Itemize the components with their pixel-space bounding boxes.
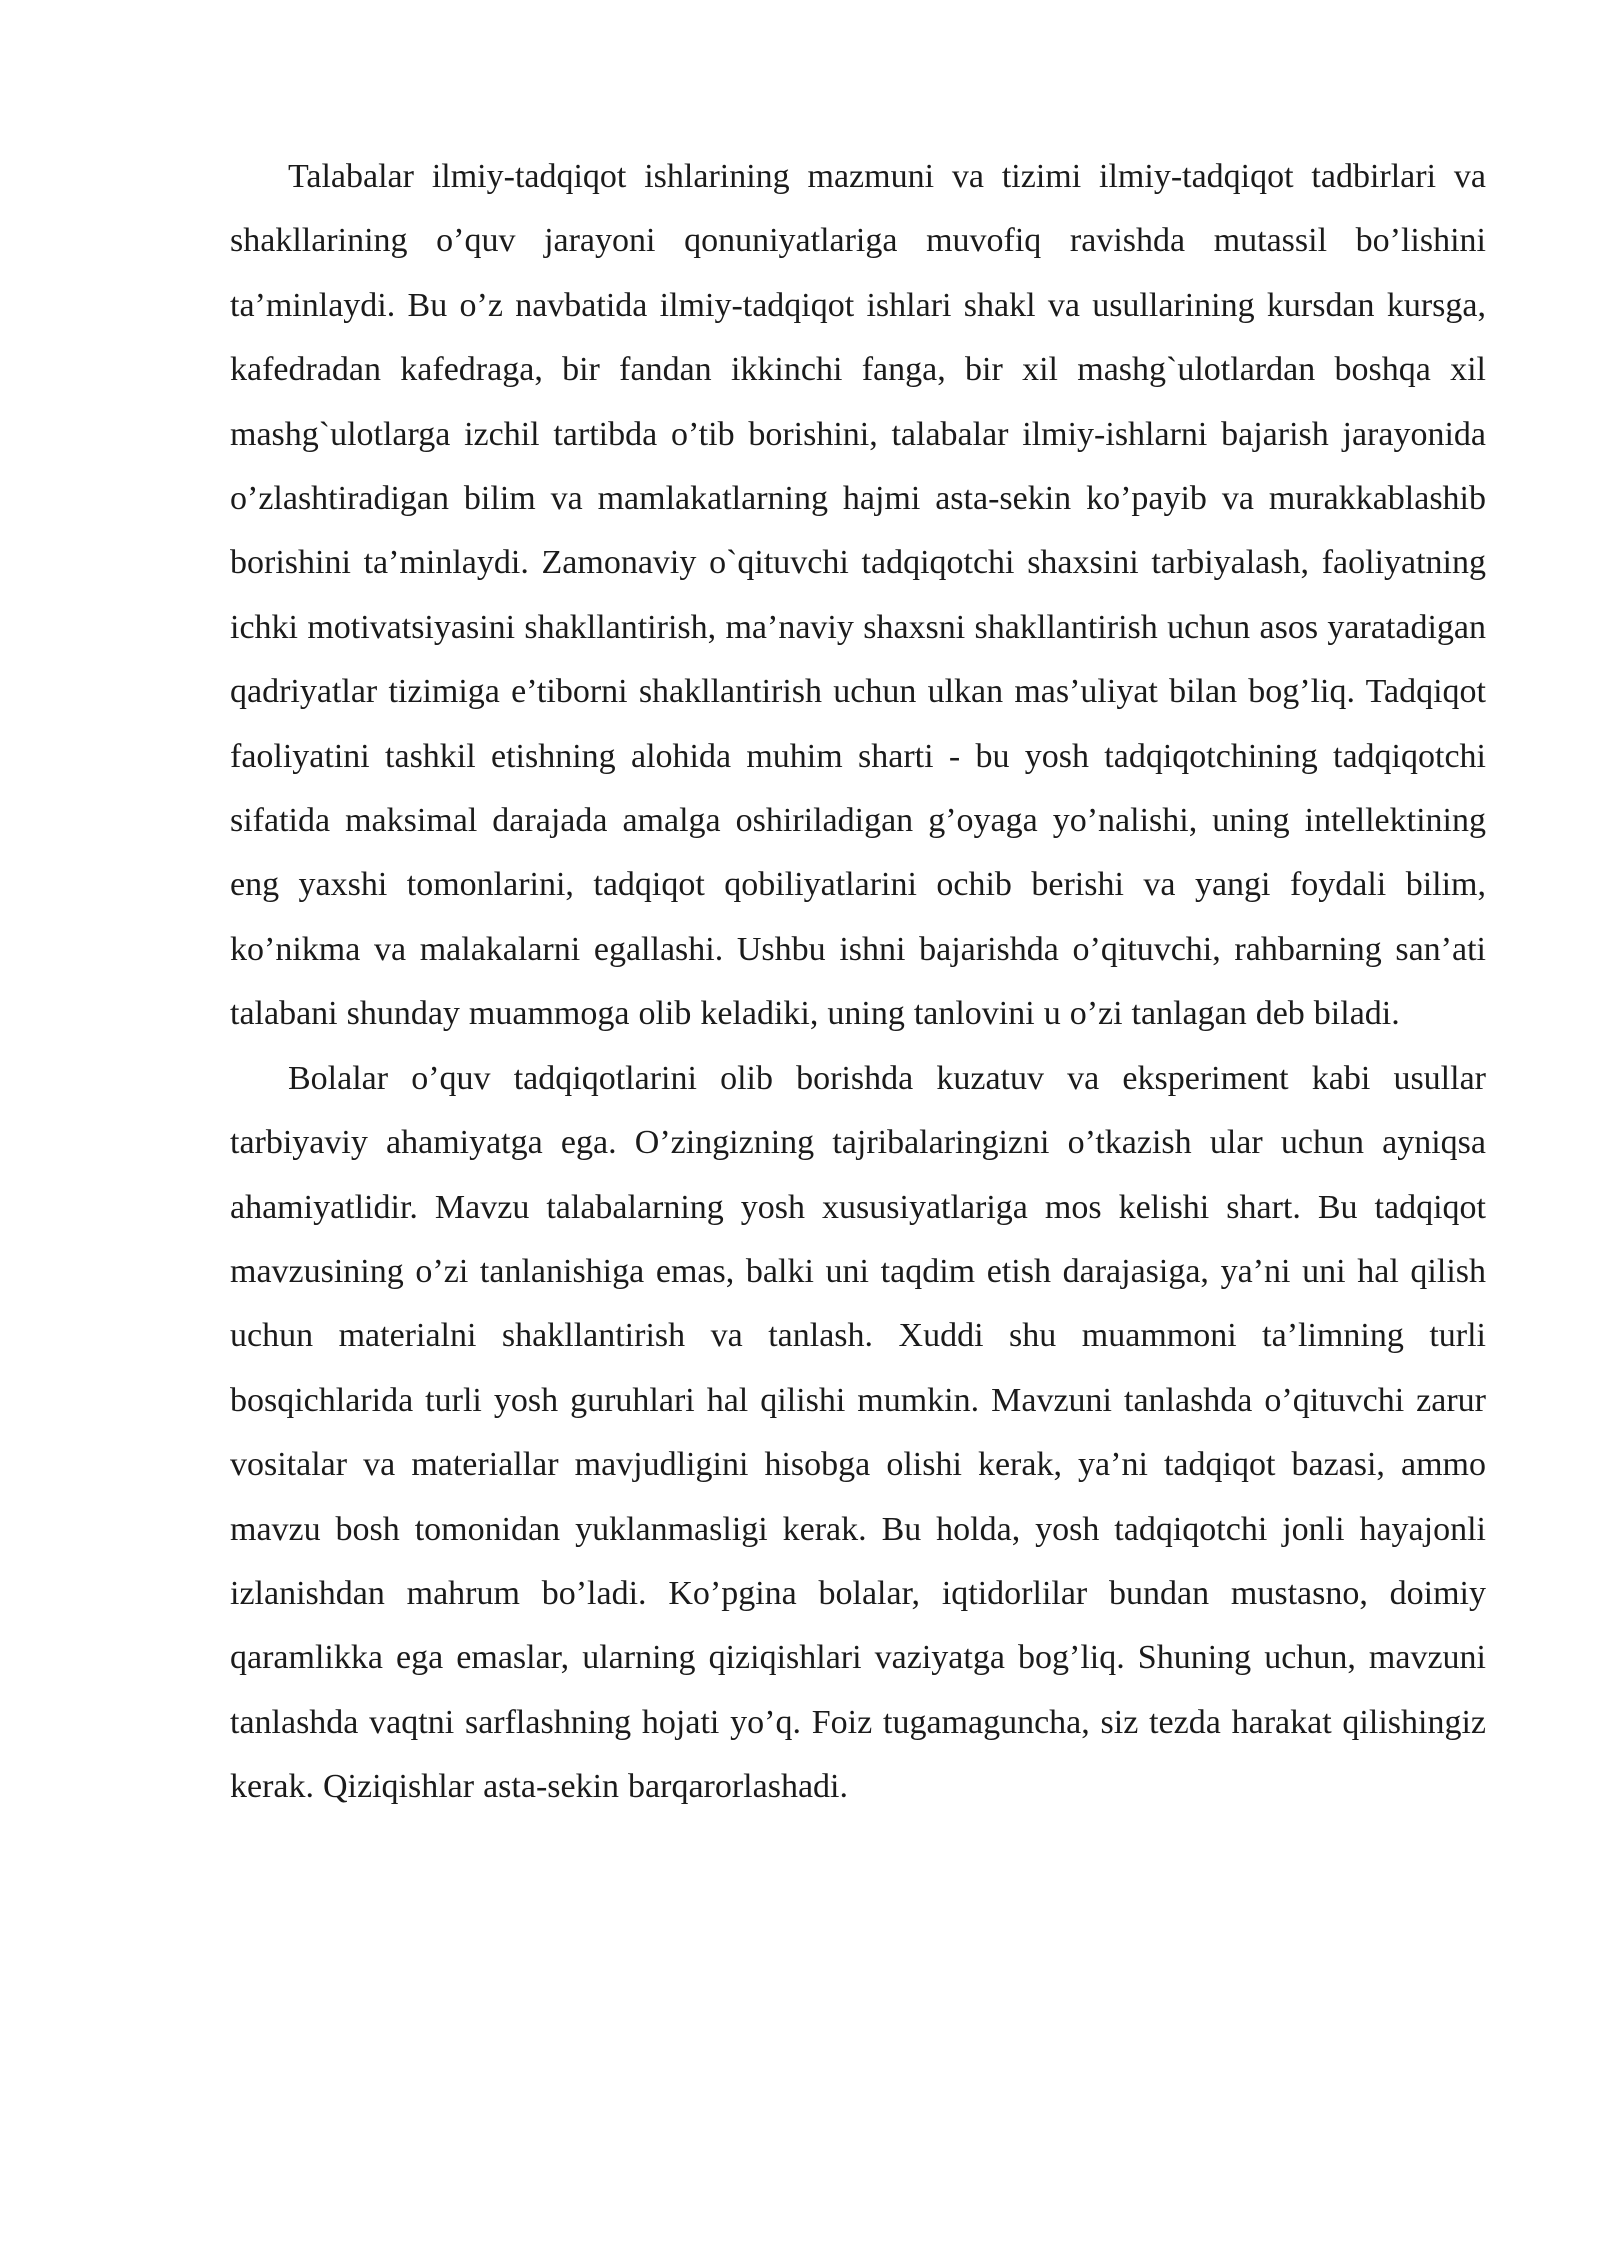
paragraph-2: Bolalar o’quv tadqiqotlarini olib borishda kuzatuv va eksperiment kabi usullar tarbiyaviy ahamiyatga ega. O’zingizning tajribalaringizni o’tkazish ular uchun ayniqsa ahamiyatlidir. Mavzu talabalarning yosh xususiyatlariga mos kelishi shart. Bu tadqiqot mavzusining o’zi tanlanishiga emas, balki uni taqdim etish darajasiga, ya’ni uni hal qilish uchun materialni shakllantirish va tanlash. Xuddi shu muammoni ta’limning turli bosqichlarida turli yosh guruhlari hal qilishi mumkin. Mavzuni tanlashda o’qituvchi zarur vositalar va materiallar mavjudligini hisobga olishi kerak, ya’ni tadqiqot bazasi, ammo mavzu bosh tomonidan yuklanmasligi kerak. Bu holda, yosh tadqiqotchi jonli hayajonli izlanishdan mahrum bo’ladi. Ko’pgina bolalar, iqtidorlilar bundan mustasno, doimiy qaramlikka ega emaslar, ularning qiziqishlari vaziyatga bog’liq. Shuning uchun, mavzuni tanlashda vaqtni sarflashning hojati yo’q. Foiz tugamaguncha, siz tezda harakat qilishingiz kerak. Qiziqishlar asta-sekin barqarorlashadi. [230, 1059, 1486, 1806]
paragraph-1: Talabalar ilmiy-tadqiqot ishlarining mazmuni va tizimi ilmiy-tadqiqot tadbirlari va shakllarining o’quv jarayoni qonuniyatlariga muvofiq ravishda mutassil bo’lishini ta’minlaydi. Bu o’z navbatida ilmiy-tadqiqot ishlari shakl va usullarining kursdan kursga, kafedradan kafedraga, bir fandan ikkinchi fanga, bir xil mashg`ulotlardan boshqa xil mashg`ulotlarga izchil tartibda o’tib borishini, talabalar ilmiy-ishlarni bajarish jarayonida o’zlashtiradigan bilim va mamlakatlarning hajmi asta-sekin ko’payib va murakkablashib borishini ta’minlaydi. Zamonaviy o`qituvchi tadqiqotchi shaxsini tarbiyalash, faoliyatning ichki motivatsiyasini shakllantirish, ma’naviy shaxsni shakllantirish uchun asos yaratadigan qadriyatlar tizimiga e’tiborni shakllantirish uchun ulkan mas’uliyat bilan bog’liq. Tadqiqot faoliyatini tashkil etishning alohida muhim sharti - bu yosh tadqiqotchining tadqiqotchi sifatida maksimal darajada amalga oshiriladigan g’oyaga yo’nalishi, uning intellektining eng yaxshi tomonlarini, tadqiqot qobiliyatlarini ochib berishi va yangi foydali bilim, ko’nikma va malakalarni egallashi. Ushbu ishni bajarishda o’qituvchi, rahbarning san’ati talabani shunday muammoga olib keladiki, uning tanlovini u o’zi tanlagan deb biladi. [230, 158, 1486, 1033]
document-body [230, 145, 1486, 1820]
